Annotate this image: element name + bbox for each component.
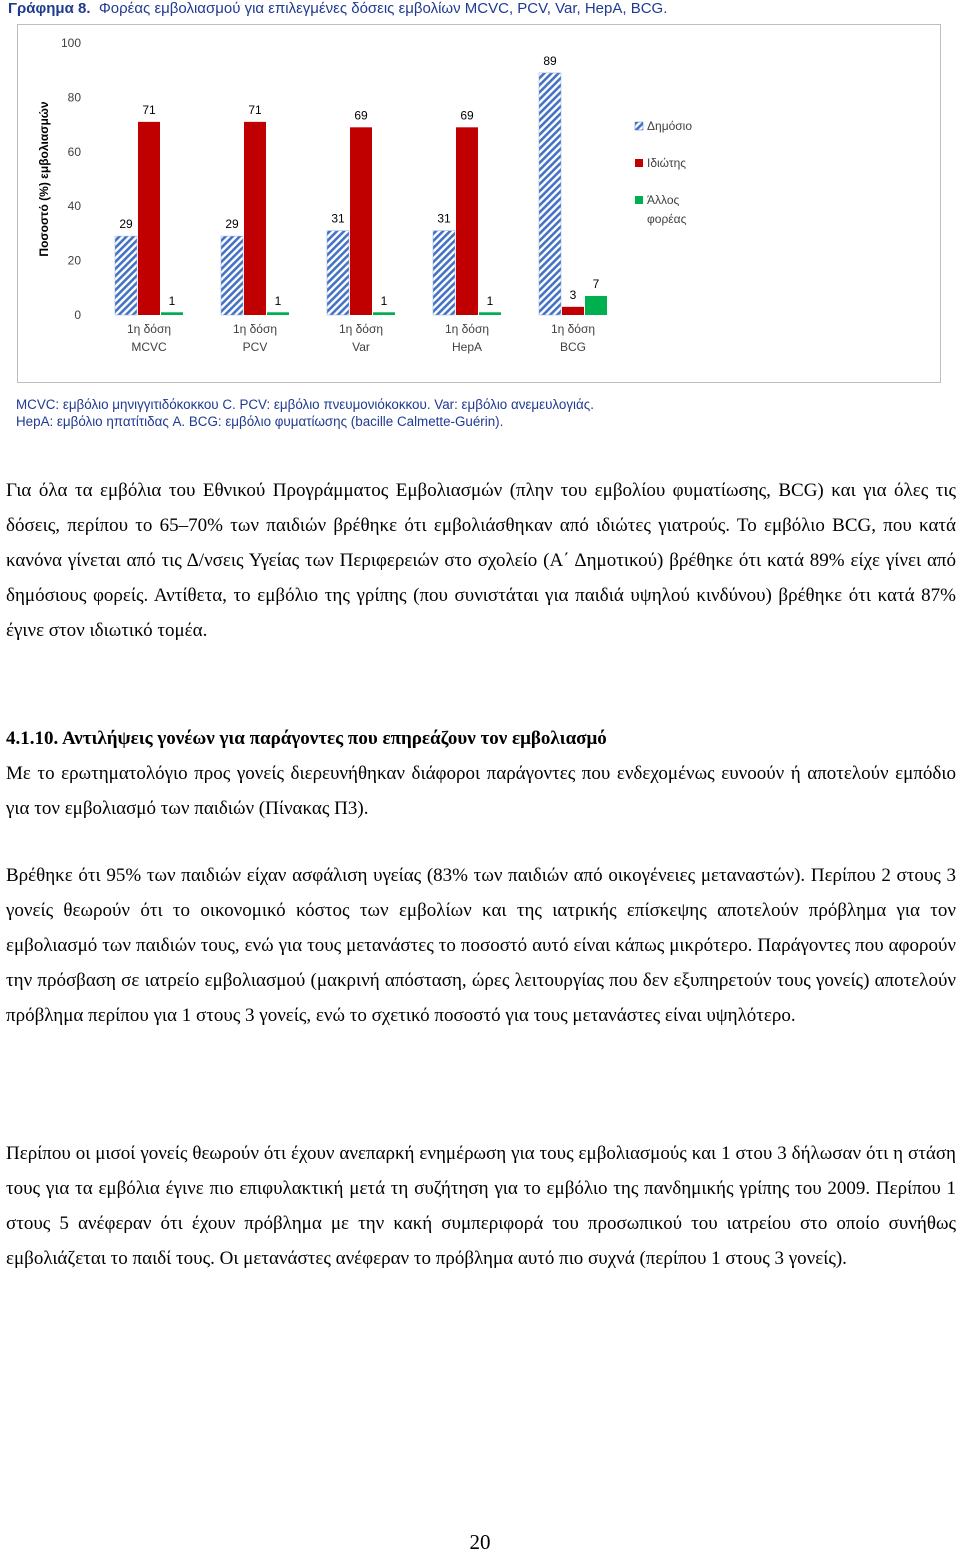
category-label-3-1: HepA [451,340,483,354]
bar-2-2 [373,312,395,315]
y-tick-label-3: 60 [67,144,81,159]
legend-label-2-1: φορέας [647,212,687,226]
data-label-1-1: 71 [248,102,262,117]
y-tick-label-1: 20 [67,253,81,268]
bar-0-2 [327,231,349,315]
section-block [6,721,956,826]
data-label-0-1: 29 [225,217,239,232]
category-label-0-0: 1η δόση [126,322,172,336]
bar-2-4 [585,296,607,315]
data-label-1-2: 69 [354,108,368,123]
bar-1-4 [562,307,584,315]
category-label-3-0: 1η δόση [444,322,490,336]
bar-0-1 [221,236,243,315]
y-tick-label-5: 100 [60,36,81,50]
data-label-0-4: 89 [543,53,557,68]
data-label-0-0: 29 [119,217,133,232]
data-label-1-0: 71 [142,102,156,117]
bar-2-0 [161,312,183,315]
paragraph-2: Με το ερωτηματολόγιο προς γονείς διερευνήθηκαν διάφοροι παράγοντες που ενδεχομένως ευνοούν ή αποτελούν εμπόδιο για τον εμβολιασμό των παιδιών (Πίνακας Π3). [6,763,956,819]
paragraph-1-block [6,473,956,648]
y-tick-label-2: 40 [67,199,81,214]
data-label-2-0: 1 [168,294,176,308]
paragraph-3-block [6,858,956,1033]
chart-frame [17,24,941,383]
bar-1-3 [456,127,478,315]
category-label-2-1: Var [352,340,370,354]
category-label-1-0: 1η δόση [232,322,278,336]
figure-title [8,0,667,18]
caption-line-2: HepA: εμβόλιο ηπατίτιδας A. BCG: εμβόλιο φυματίωσης (bacille Calmette-Guérin). [16,414,504,429]
bar-2-1 [267,312,289,315]
legend-label-2-0: Άλλος [647,193,680,207]
y-tick-label-0: 0 [74,308,81,322]
data-label-1-4: 3 [569,287,577,302]
category-label-4-1: BCG [559,340,587,354]
data-label-0-2: 31 [331,211,345,226]
paragraph-1: Για όλα τα εμβόλια του Εθνικού Προγράμματος Εμβολιασμών (πλην του εμβολίου φυματίωσης, BCG) και για όλες τις δόσεις, περίπου το 65–70% των παιδιών βρέθηκε ότι εμβολιάσθηκαν από ιδιώτες γιατρούς. Το εμβόλιο BCG, που κατά κανόνα γίνεται από τις Δ/νσεις Υγείας των Περιφερειών στο σχολείο (Α΄ Δημοτικού) βρέθηκε ότι κατά 89% είχε γίνει από δημόσιους φορείς. Αντίθετα, το εμβόλιο της γρίπης (που συνιστάται για παιδιά υψηλού κινδύνου) βρέθηκε ότι κατά 87% έγινε στον ιδιωτικό τομέα. [6,480,956,641]
bar-0-0 [115,236,137,315]
data-label-1-3: 69 [460,108,474,123]
paragraph-3: Βρέθηκε ότι 95% των παιδιών είχαν ασφάλιση υγείας (83% των παιδιών από οικογένειες μεταναστών). Περίπου 2 στους 3 γονείς θεωρούν ότι το οικονομικό κόστος των εμβολίων και της ιατρικής επίσκεψης αποτελούν πρόβλημα για τον εμβολιασμό των παιδιών τους, ενώ για τους μετανάστες το ποσοστό αυτό είναι κάπως μικρότερο. Παράγοντες που αφορούν την πρόσβαση σε ιατρείο εμβολιασμού (μακρινή απόσταση, ώρες λειτουργίας που δεν εξυπηρετούν τους γονείς) αποτελούν πρόβλημα περίπου για 1 στους 3 γονείς, ενώ το σχετικό ποσοστό για τους μετανάστες είναι υψηλότερο. [6,865,956,1026]
section-title: 4.1.10. Αντιλήψεις γονέων για παράγοντες που επηρεάζουν τον εμβολιασμό [6,728,607,749]
legend-swatch-1 [635,159,643,167]
category-label-2-0: 1η δόση [338,322,384,336]
bar-2-3 [479,312,501,315]
category-label-0-1: MCVC [131,340,167,354]
bar-0-4 [539,73,561,315]
legend-swatch-0 [635,122,643,130]
data-label-2-4: 7 [592,276,600,291]
data-label-2-3: 1 [486,294,494,308]
legend-label-0: Δημόσιο [647,119,693,133]
page-number: 20 [469,1530,491,1554]
data-label-2-2: 1 [380,294,388,308]
bar-0-3 [433,231,455,315]
y-axis-title: Ποσοστό (%) εμβολιασμών [37,101,51,257]
category-label-4-0: 1η δόση [550,322,596,336]
caption-line-1: MCVC: εμβόλιο μηνιγγιτιδόκοκκου C. PCV: εμβόλιο πνευμονιόκοκκου. Var: εμβόλιο ανεμευλογιάς. [16,397,594,412]
paragraph-4: Περίπου οι μισοί γονείς θεωρούν ότι έχουν ανεπαρκή ενημέρωση για τους εμβολιασμούς και 1 στου 3 δήλωσαν ότι η στάση τους για τα εμβόλια έγινε πιο επιφυλακτική μετά τη συζήτηση για το εμβόλιο της πανδημικής γρίπης του 2009. Περίπου 1 στους 5 ανέφεραν ότι έχουν πρόβλημα με την κακή συμπεριφορά του προσωπικού του ιατρείου στο οποίο συνήθως εμβολιάζεται το παιδί τους. Οι μετανάστες ανέφεραν το πρόβλημα αυτό πιο συχνά (περίπου 1 στους 3 γονείς). [6,1143,956,1269]
y-tick-label-4: 80 [67,90,81,105]
data-label-2-1: 1 [274,294,282,308]
figure-title-text: Φορέας εμβολιασμού για επιλεγμένες δόσεις εμβολίων MCVC, PCV, Var, HepA, BCG. [98,0,668,17]
category-label-1-1: PCV [242,340,268,354]
data-label-0-3: 31 [437,211,451,226]
figure-label: Γράφημα 8. [8,0,91,17]
bar-1-2 [350,127,372,315]
figure-caption [16,396,936,430]
legend-swatch-2 [635,196,643,204]
paragraph-4-block [6,1136,956,1276]
legend-label-1: Ιδιώτης [647,156,687,170]
vaccination-provider-bar-chart [18,25,940,382]
bar-1-1 [244,122,266,315]
bar-1-0 [138,122,160,315]
